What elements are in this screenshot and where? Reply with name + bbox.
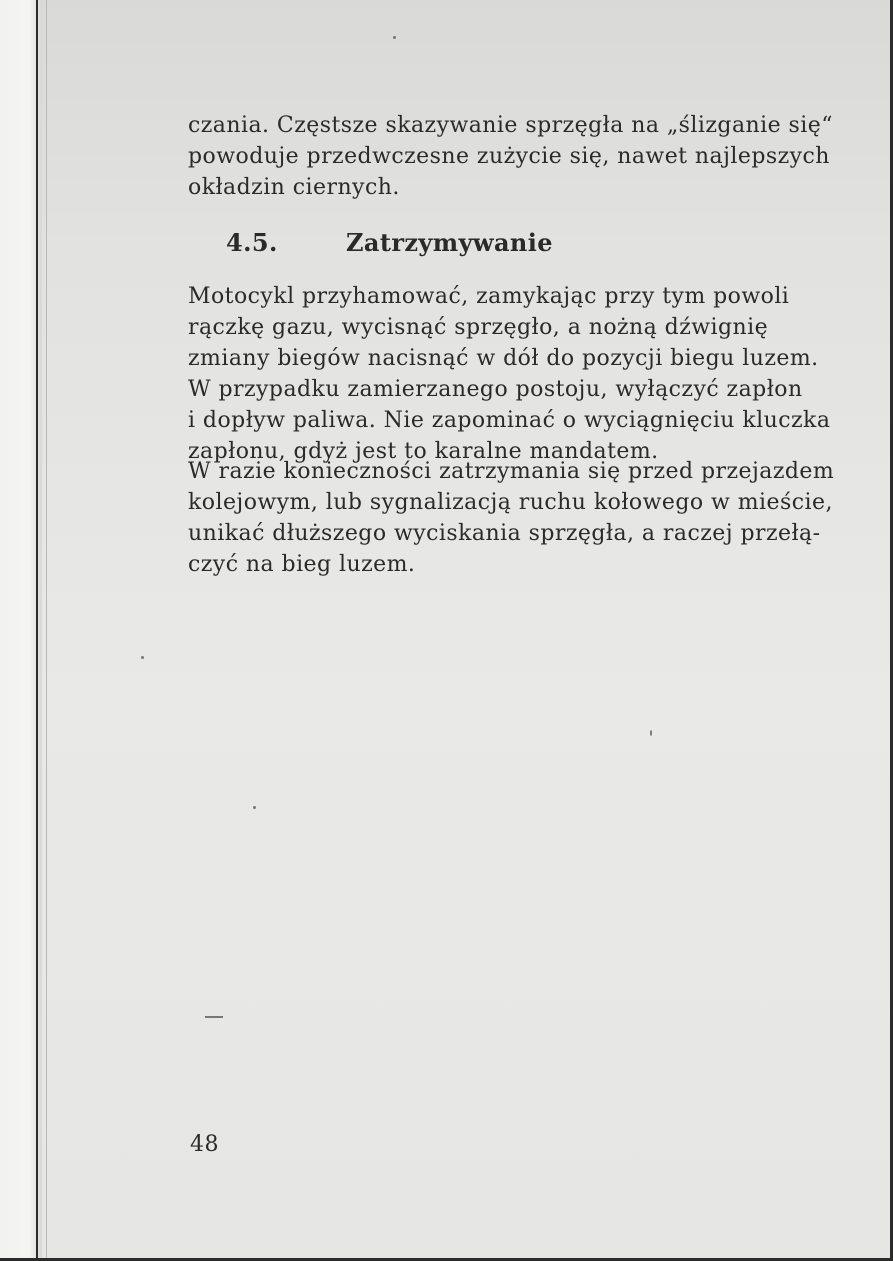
text-line: powoduje przedwczesne zużycie się, nawet najlepszych [188, 144, 830, 169]
paragraph-railway-crossing [188, 456, 886, 580]
binding-fold-line [46, 0, 47, 1261]
text-line: W przypadku zamierzanego postoju, wyłączyć zapłon [188, 377, 803, 402]
scan-speck [253, 806, 256, 809]
scan-speck [141, 656, 144, 659]
scan-speck [205, 1016, 223, 1018]
text-line: rączkę gazu, wycisnąć sprzęgło, a nożną dźwignię [188, 315, 769, 340]
text-line: Motocykl przyhamować, zamykając przy tym powoli [188, 284, 790, 309]
text-line: czania. Częstsze skazywanie sprzęgła na „ślizganie się“ [188, 113, 833, 138]
text-line: czyć na bieg luzem. [188, 552, 416, 577]
section-number: 4.5. [226, 228, 278, 257]
section-title: Zatrzymywanie [346, 228, 553, 257]
text-line: i dopływ paliwa. Nie zapominać o wyciągnięciu kluczka [188, 408, 831, 433]
text-line: zapłonu, gdyż jest to karalne mandatem. [188, 439, 659, 464]
scan-speck [650, 730, 652, 736]
page-number: 48 [190, 1132, 219, 1157]
text-line: okładzin ciernych. [188, 175, 400, 200]
paragraph-stopping [188, 281, 886, 467]
paragraph-continuation [188, 110, 886, 203]
text-line: unikać dłuższego wyciskania sprzęgła, a raczej przełą- [188, 521, 821, 546]
text-line: zmiany biegów nacisnąć w dół do pozycji biegu luzem. [188, 346, 819, 371]
section-heading [226, 228, 553, 257]
text-line: kolejowym, lub sygnalizacją ruchu kołowego w mieście, [188, 490, 833, 515]
scan-speck [393, 36, 396, 39]
text-line: W razie konieczności zatrzymania się przed przejazdem [188, 459, 835, 484]
binding-edge-line [36, 0, 38, 1261]
